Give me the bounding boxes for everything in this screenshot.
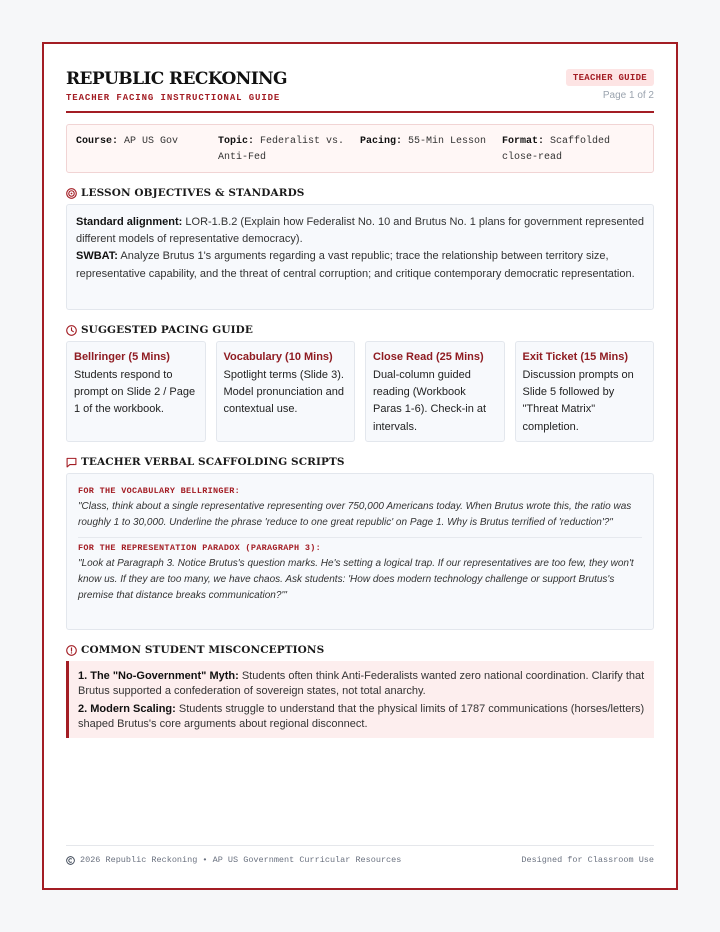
brand-subtitle: TEACHER FACING INSTRUCTIONAL GUIDE (66, 93, 281, 103)
meta-value: AP US Gov (124, 136, 179, 147)
page-header (66, 66, 654, 113)
pacing-card-exit-ticket (515, 341, 655, 442)
section-title: LESSON OBJECTIVES & STANDARDS (81, 187, 305, 199)
meta-course (76, 134, 218, 172)
meta-label: Pacing: (360, 136, 403, 147)
swbat-label: SWBAT: (76, 250, 118, 263)
pacing-title: Exit Ticket (15 Mins) (522, 351, 629, 363)
pacing-body: Discussion prompts on Slide 5 followed by "Threat Matrix" completion. (522, 369, 634, 433)
footer-credit: 2026 Republic Reckoning • AP US Government Curricular Resources (80, 855, 402, 865)
meta-value: Scaffolded close-read (502, 136, 611, 163)
footer-note: Designed for Classroom Use (521, 855, 654, 865)
meta-value: 55-Min Lesson (408, 136, 487, 147)
misconception-label: 1. The "No-Government" Myth: (78, 670, 239, 682)
misconception-item (78, 669, 645, 699)
scripts-card (66, 473, 654, 630)
copyright-icon (66, 856, 75, 865)
meta-format (502, 134, 644, 172)
standard-alignment (76, 214, 644, 248)
divider (78, 537, 642, 538)
page-footer (66, 845, 654, 875)
misconception-text: Students often think Anti-Federalists wanted zero national coordination. Clarify that Brutus supported a confederation of sovereign states, not total anarchy. (78, 670, 645, 697)
pacing-card-close-read (365, 341, 505, 442)
swbat-text: Analyze Brutus 1's arguments regarding a vast republic; trace the relationship between territory size, representative capability, and the threat of central corruption; and critique contemporary democratic representation. (76, 250, 635, 280)
section-title: TEACHER VERBAL SCAFFOLDING SCRIPTS (81, 456, 345, 468)
script-label: FOR THE REPRESENTATION PARADOX (PARAGRAPH 3): (78, 543, 322, 553)
meta-label: Course: (76, 136, 119, 147)
course-meta-box (66, 124, 654, 173)
pacing-grid (66, 341, 654, 442)
pacing-title: Vocabulary (10 Mins) (223, 351, 333, 363)
misconception-label: 2. Modern Scaling: (78, 703, 176, 715)
alert-icon (66, 645, 77, 656)
scripts-heading (66, 454, 654, 470)
target-icon (66, 188, 77, 199)
section-title: SUGGESTED PACING GUIDE (81, 324, 253, 336)
meta-label: Topic: (218, 136, 255, 147)
pacing-card-bellringer (66, 341, 206, 442)
meta-label: Format: (502, 136, 545, 147)
objectives-card (66, 204, 654, 310)
objectives-heading (66, 185, 654, 201)
standard-label: Standard alignment: (76, 216, 183, 228)
standard-text: LOR-1.B.2 (Explain how Federalist No. 10 and Brutus No. 1 plans for government represented different models of representative democracy). (76, 216, 644, 246)
pacing-card-vocabulary (216, 341, 356, 442)
pacing-title: Close Read (25 Mins) (373, 351, 484, 363)
script-label: FOR THE VOCABULARY BELLRINGER: (78, 486, 241, 496)
pacing-heading (66, 322, 654, 338)
teacher-guide-badge: TEACHER GUIDE (566, 69, 654, 86)
pacing-body: Students respond to prompt on Slide 2 / Page 1 of the workbook. (74, 369, 196, 416)
guide-page (42, 42, 678, 890)
speech-bubble-icon (66, 457, 77, 468)
clock-icon (66, 325, 77, 336)
meta-value: Federalist vs. Anti-Fed (218, 136, 345, 163)
misconception-text: Students struggle to understand that the physical limits of 1787 communications (horses/letters) shaped Brutus's core arguments about regional disconnect. (78, 703, 645, 730)
page-number: Page 1 of 2 (602, 90, 654, 101)
meta-topic (218, 134, 360, 172)
misconception-item (78, 702, 645, 732)
pacing-body: Spotlight terms (Slide 3). Model pronunciation and contextual use. (223, 369, 344, 416)
pacing-body: Dual-column guided reading (Workbook Paras 1-6). Check-in at intervals. (373, 369, 487, 433)
brand-title: REPUBLIC RECKONING (66, 69, 287, 89)
script-text: "Class, think about a single representative representing over 750,000 Americans today. When Brutus wrote this, the ratio was roughly 1 to 30,000. Underline the phrase 'reduce to one great republic' on Page 1. Why is Brutus terrified of 'reduction'?" (78, 501, 632, 528)
copyright (66, 855, 401, 865)
misconceptions-callout (66, 661, 654, 738)
meta-pacing (360, 134, 502, 172)
misconceptions-heading (66, 642, 654, 658)
pacing-title: Bellringer (5 Mins) (74, 351, 170, 363)
swbat (76, 248, 644, 282)
section-title: COMMON STUDENT MISCONCEPTIONS (81, 644, 325, 656)
script-text: "Look at Paragraph 3. Notice Brutus's question marks. He's setting a logical trap. If our representatives are too few, they won't know us. If they are too many, we have chaos. Ask students: 'How does modern technology challenge or support Brutus's premise that distance breaks communication?'" (78, 558, 634, 601)
